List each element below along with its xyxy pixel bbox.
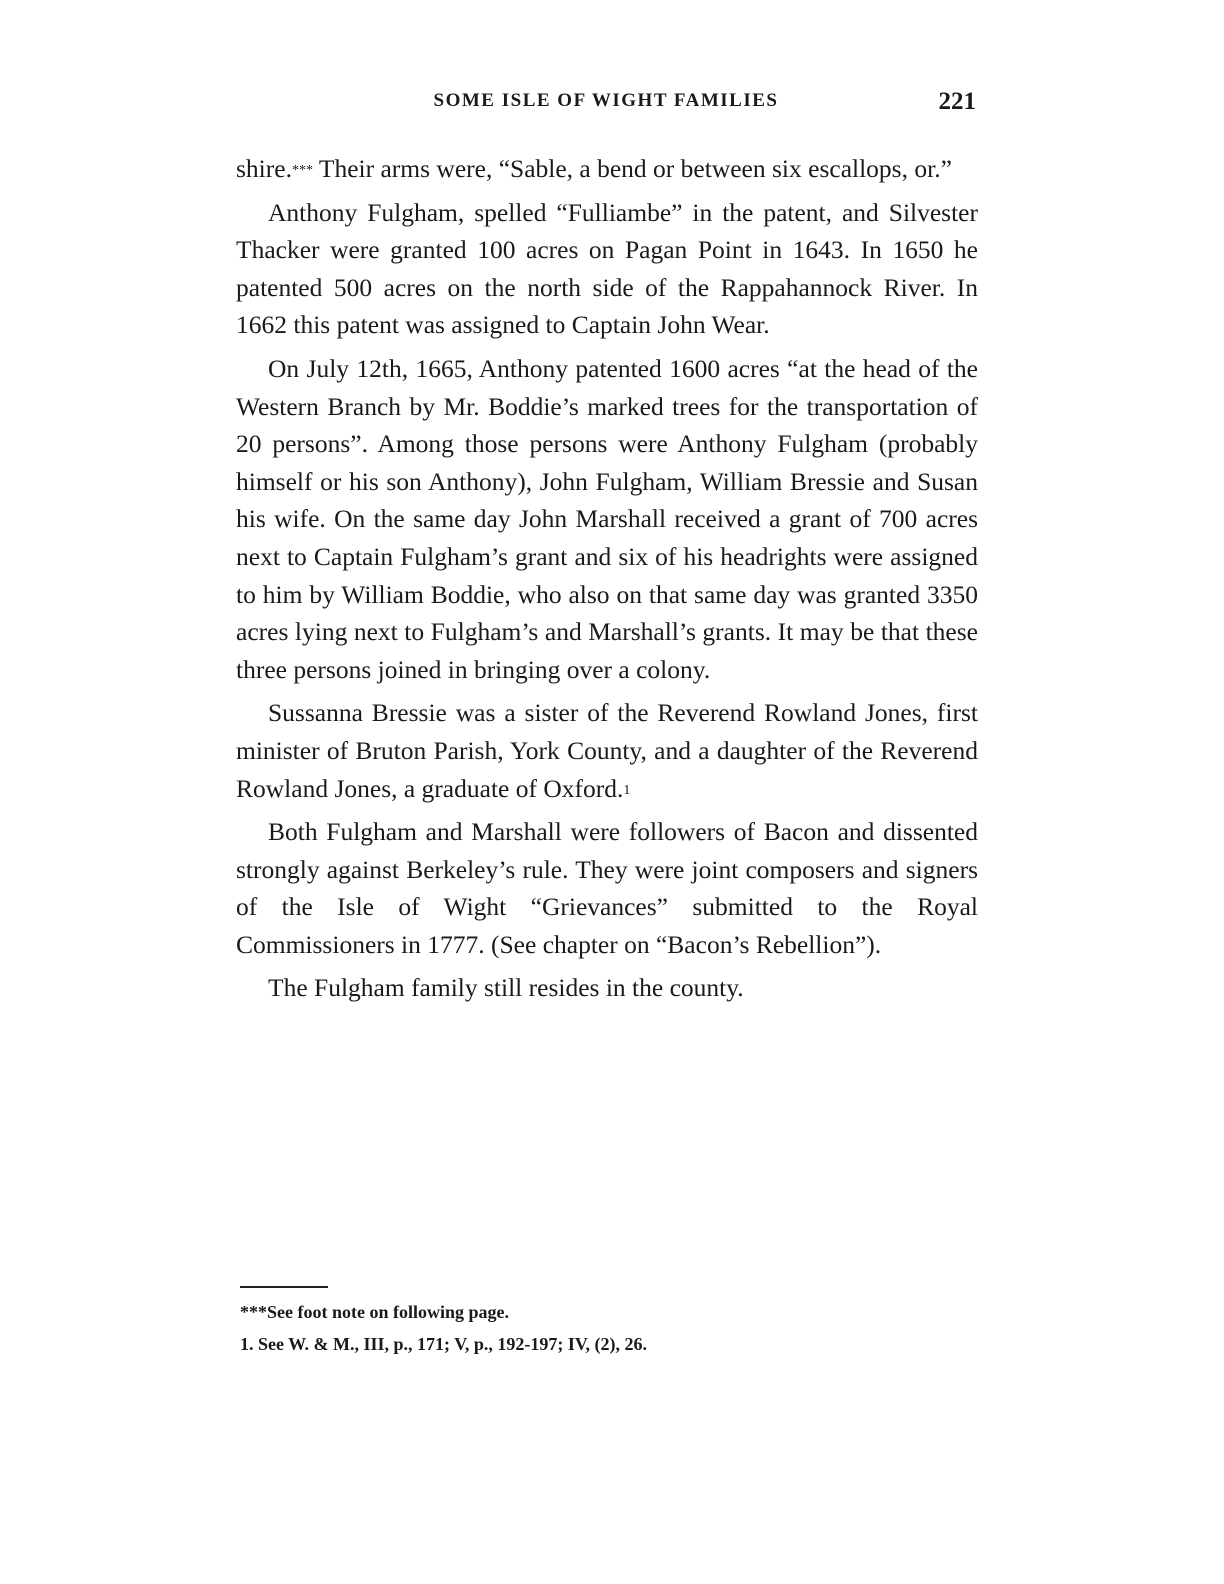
footnote-mark: *** (291, 163, 313, 178)
running-title: SOME ISLE OF WIGHT FAMILIES (433, 90, 779, 111)
running-head (236, 88, 976, 118)
paragraph-sussanna-bressie (236, 694, 978, 807)
footnote-divider (240, 1286, 328, 1288)
paragraph-family-resides: The Fulgham family still resides in the county. (268, 973, 744, 1003)
footnotes (240, 1296, 980, 1360)
paragraph-anthony-fulgham: Anthony Fulgham, spelled “Fulliambe” in the patent, and Silvester Thacker were granted 100 acres on Pagan Point in 1643. In 1650 he patented 500 acres on the north side of the Rappahannock River. In 1662 this patent was assigned to Captain John Wear. (236, 197, 978, 340)
footnote-mark: 1 (623, 782, 631, 798)
body-text (236, 150, 978, 1013)
paragraph-july-1665-patent: On July 12th, 1665, Anthony patented 1600 acres “at the head of the Western Branch by Mr. Boddie’s marked trees for the transportation of 20 persons”. Among those persons were Anthony Fulgham (probably himself or his son Anthony), John Fulgham, William Bressie and Susan his wife. On the same day John Marshall received a grant of 700 acres next to Captain Fulgham’s grant and six of his headrights were assigned to him by William Boddie, who also on that same day was granted 3350 acres lying next to Fulgham’s and Marshall’s grants. It may be that these three persons joined in bringing over a colony. (236, 353, 978, 684)
paragraph-text: Their arms were, “Sable, a bend or between six escallops, or.” (312, 154, 952, 183)
paragraph-arms (236, 150, 978, 188)
paragraph-text: Sussanna Bressie was a sister of the Reverend Rowland Jones, first minister of Bruton Parish, York County, and a daughter of the Reverend Rowland Jones, a graduate of Oxford. (236, 698, 978, 803)
paragraph-bacon-followers: Both Fulgham and Marshall were followers of Bacon and dissented strongly against Berkeley’s rule. They were joint composers and signers of the Isle of Wight “Grievances” submitted to the Royal Commissioners in 1777. (See chapter on “Bacon’s Rebellion”). (236, 817, 978, 959)
paragraph-text: shire. (236, 154, 292, 183)
page-number: 221 (938, 88, 976, 115)
footnote: ***See foot note on following page. (240, 1302, 509, 1322)
footnote: 1. See W. & M., III, p., 171; V, p., 192-197; IV, (2), 26. (240, 1334, 648, 1354)
